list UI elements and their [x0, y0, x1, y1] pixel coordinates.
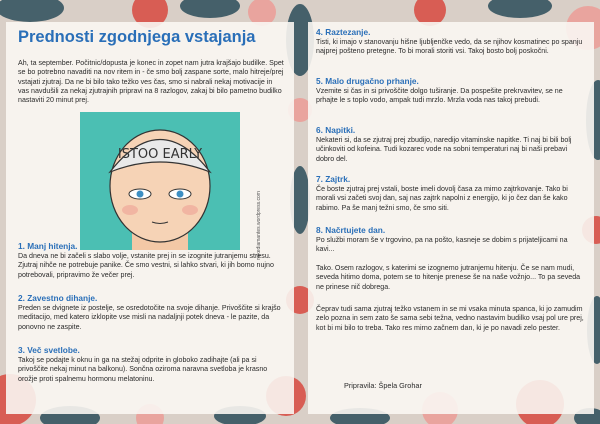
section-heading: 1. Manj hitenja. — [18, 241, 78, 251]
section-heading: 3. Več svetlobe. — [18, 345, 80, 355]
illustration-headband-text: ISTOO EARLY — [117, 147, 203, 162]
section-4 — [316, 27, 586, 57]
section-7 — [316, 174, 586, 213]
section-text: Takoj se podajte k oknu in ga na stežaj odprite in globoko zadihajte (ali pa si privoščite nekaj minut na balkonu). Sončna oziroma naravna svetloba je krasno orožje proti spalnemu hormonu melatoninu. — [18, 356, 268, 383]
section-8 — [316, 225, 586, 255]
closing-paragraph-1 — [316, 264, 586, 292]
section-6 — [316, 125, 586, 164]
section-heading: 2. Zavestno dihanje. — [18, 293, 98, 303]
section-text: Nekateri si, da se zjutraj prej zbudijo, naredijo vitaminske napitke. Ti naj bi bili bolj učinkoviti od kofeina. Tudi kozarec vode na sobni temperaturi naj bi naši prebavi dobro del. — [316, 136, 572, 163]
section-heading: 5. Malo drugačno prhanje. — [316, 76, 419, 86]
section-heading: 7. Zajtrk. — [316, 174, 351, 184]
section-3 — [18, 345, 284, 384]
section-text: Tisti, ki imajo v stanovanju hišne ljubljenčke vedo, da se njihov kosmatinec po spanju najprej pošteno pretegne. To bi morali storiti vsi. Takoj bosto bolj poskočni. — [316, 38, 583, 56]
section-5 — [316, 76, 586, 106]
author-signature: Pripravila: Špela Grohar — [344, 381, 422, 390]
closing-text: Čeprav tudi sama zjutraj težko vstanem in se mi vsaka minuta spanca, ki jo zamudim zelo pozna in sem zato še sama sebi težna, vedno nastavim budilko vsaj pol ure prej, kot bi mi bilo to treba. Tako res mirno začnem dan, ki je po navadi zelo pester. — [316, 305, 584, 332]
closing-paragraph-2 — [316, 305, 586, 333]
section-text: Preden se dvignete iz postelje, se osredotočite na svoje dihanje. Privoščite si krajšo meditacijo, med katero izklopite vse misli na nadaljnji potek dneva - le pazite, da ponovno ne zaspite. — [18, 304, 281, 331]
credit-text: mikediamantes.wordpress.com — [256, 191, 262, 260]
section-heading: 4. Raztezanje. — [316, 27, 371, 37]
section-text: Po službi moram še v trgovino, pa na pošto, kasneje se dobim s prijateljicami na kavi... — [316, 236, 568, 254]
section-1 — [18, 241, 284, 280]
section-heading: 6. Napitki. — [316, 125, 356, 135]
page-title: Prednosti zgodnjega vstajanja — [18, 28, 256, 46]
intro-paragraph: Ah, ta september. Počitnic/dopusta je konec in zopet nam jutra krajšajo budilke. Spet se bo potrebno navaditi na nov ritem in - če smo bolj zaspane sorte, malo hitreje/prej vstajati zjutraj. Da ne bi bilo tako težko ves čas, smo si nabrali nekaj motivacije in vas navdušili za nekaj zjutrajnih pripravi na 8 razlogov, zakaj bi bilo pametno budilko nastaviti 20 minut prej. — [18, 59, 284, 105]
section-text: Če boste zjutraj prej vstali, boste imeli dovolj časa za mirno zajtrkovanje. Tako bi morali vsi začeti svoj dan, saj nas zajtrk napolni z energijo, ki jo čez dan še kako rabimo. Pa še manj težni smo, če smo siti. — [316, 185, 568, 212]
closing-text: Tako. Osem razlogov, s katerimi se izognemo jutranjemu hitenju. Če se nam mudi, seveda hitimo doma, potem se to hitenje prenese še na naše vožnjo... To pa seveda ne prinese nič dobrega. — [316, 264, 581, 291]
section-heading: 8. Načrtujete dan. — [316, 225, 386, 235]
section-text: Vzemite si čas in si privoščite dolgo tuširanje. Da pospešite prekrvavitev, se ne prhajte le s toplo vodo, ampak tudi mrzlo. Mrzla voda nas takoj prebudi. — [316, 87, 563, 105]
section-text: Da dneva ne bi začeli s slabo volje, vstanite prej in se izognite jutranjemu stresu. Zjutraj nihče ne potrebuje panike. Če smo vestni, si lahko stvari, ki jih bomo nujno potrebovali, pripravimo že večer prej. — [18, 252, 274, 279]
illustration-early-face — [80, 112, 240, 250]
section-2 — [18, 293, 284, 332]
